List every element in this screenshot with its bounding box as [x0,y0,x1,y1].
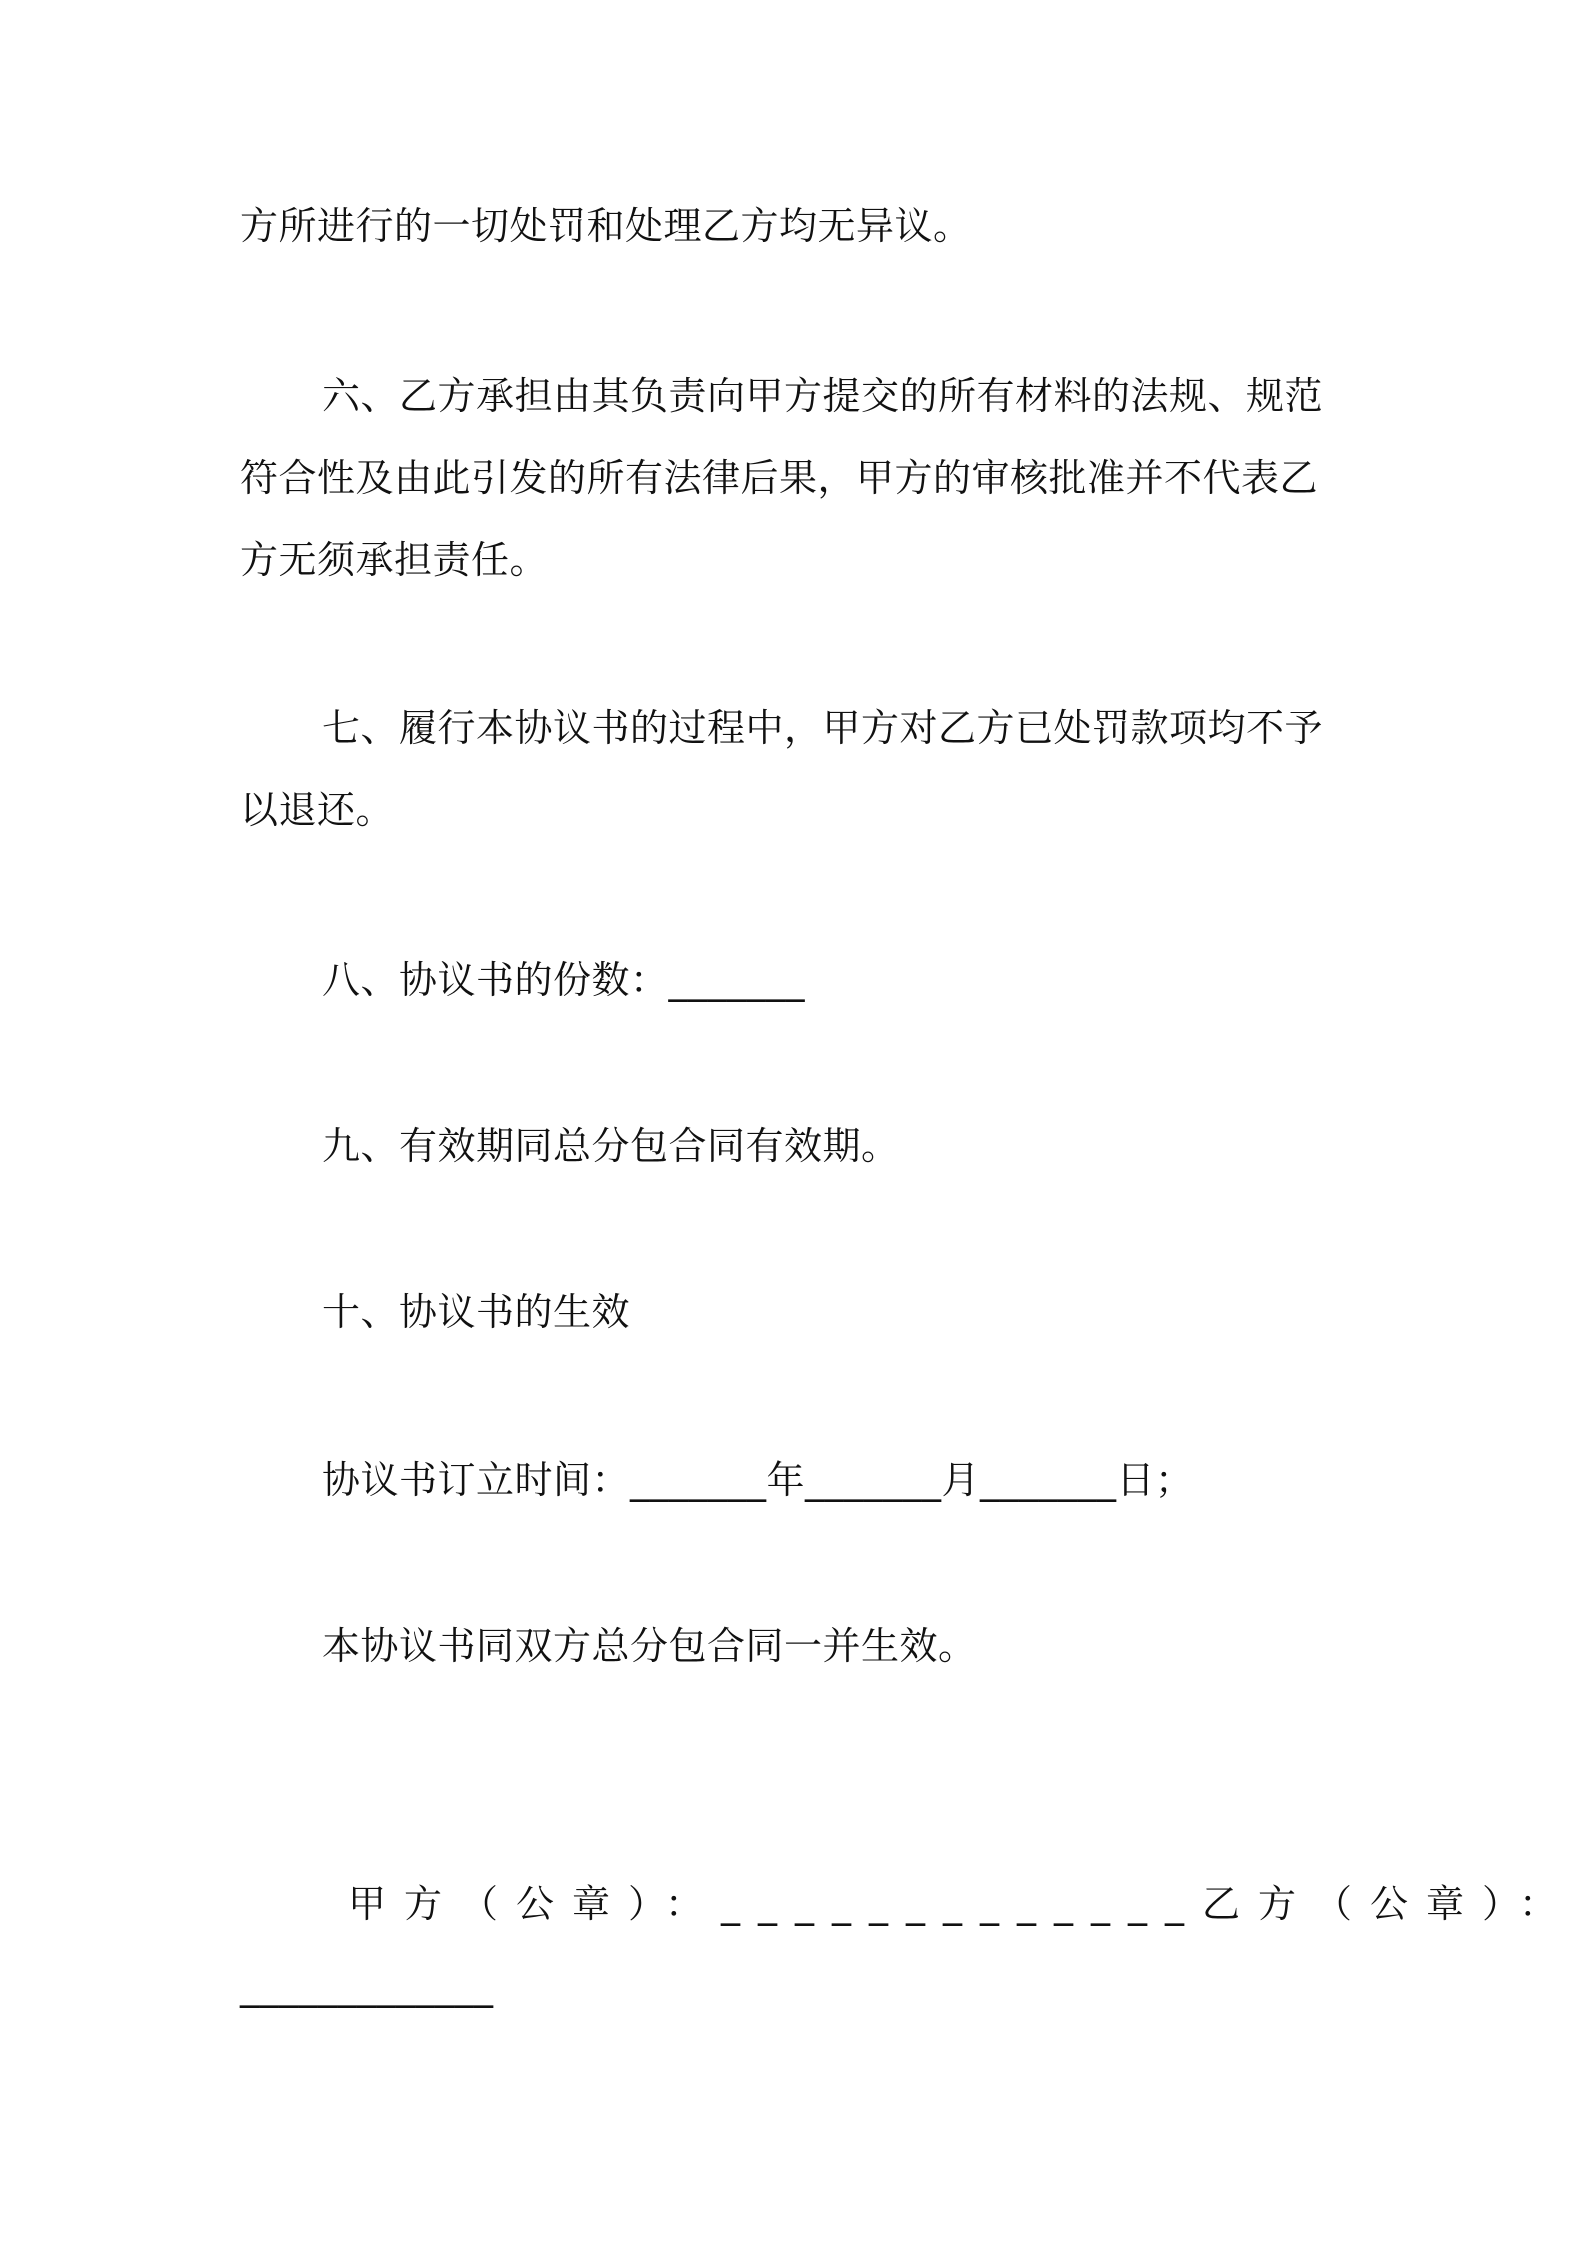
signing-date-line: 协议书订立时间：_______年_______月_______日； [322,1458,1194,1502]
seal-line: 甲方（公章）：_____________乙方（公章）： [348,1882,1576,1926]
paragraph-6-line-1: 六、乙方承担由其负责向甲方提交的所有材料的法规、规范 [322,374,1324,418]
paragraph-5-tail: 方所进行的一切处罚和处理乙方均无异议。 [240,204,972,248]
paragraph-6-line-3: 方无须承担责任。 [240,538,549,582]
paragraph-10-heading: 十、协议书的生效 [322,1290,631,1334]
paragraph-8-copies: 八、协议书的份数：_______ [322,958,806,1002]
seal-line-continuation: _____________ [240,1964,494,2008]
paragraph-9-validity: 九、有效期同总分包合同有效期。 [322,1124,900,1168]
paragraph-7-line-2: 以退还。 [240,788,395,832]
paragraph-6-line-2: 符合性及由此引发的所有法律后果，甲方的审核批准并不代表乙 [240,456,1319,500]
paragraph-7-line-1: 七、履行本协议书的过程中，甲方对乙方已处罚款项均不予 [322,706,1324,750]
effective-statement: 本协议书同双方总分包合同一并生效。 [322,1624,977,1668]
